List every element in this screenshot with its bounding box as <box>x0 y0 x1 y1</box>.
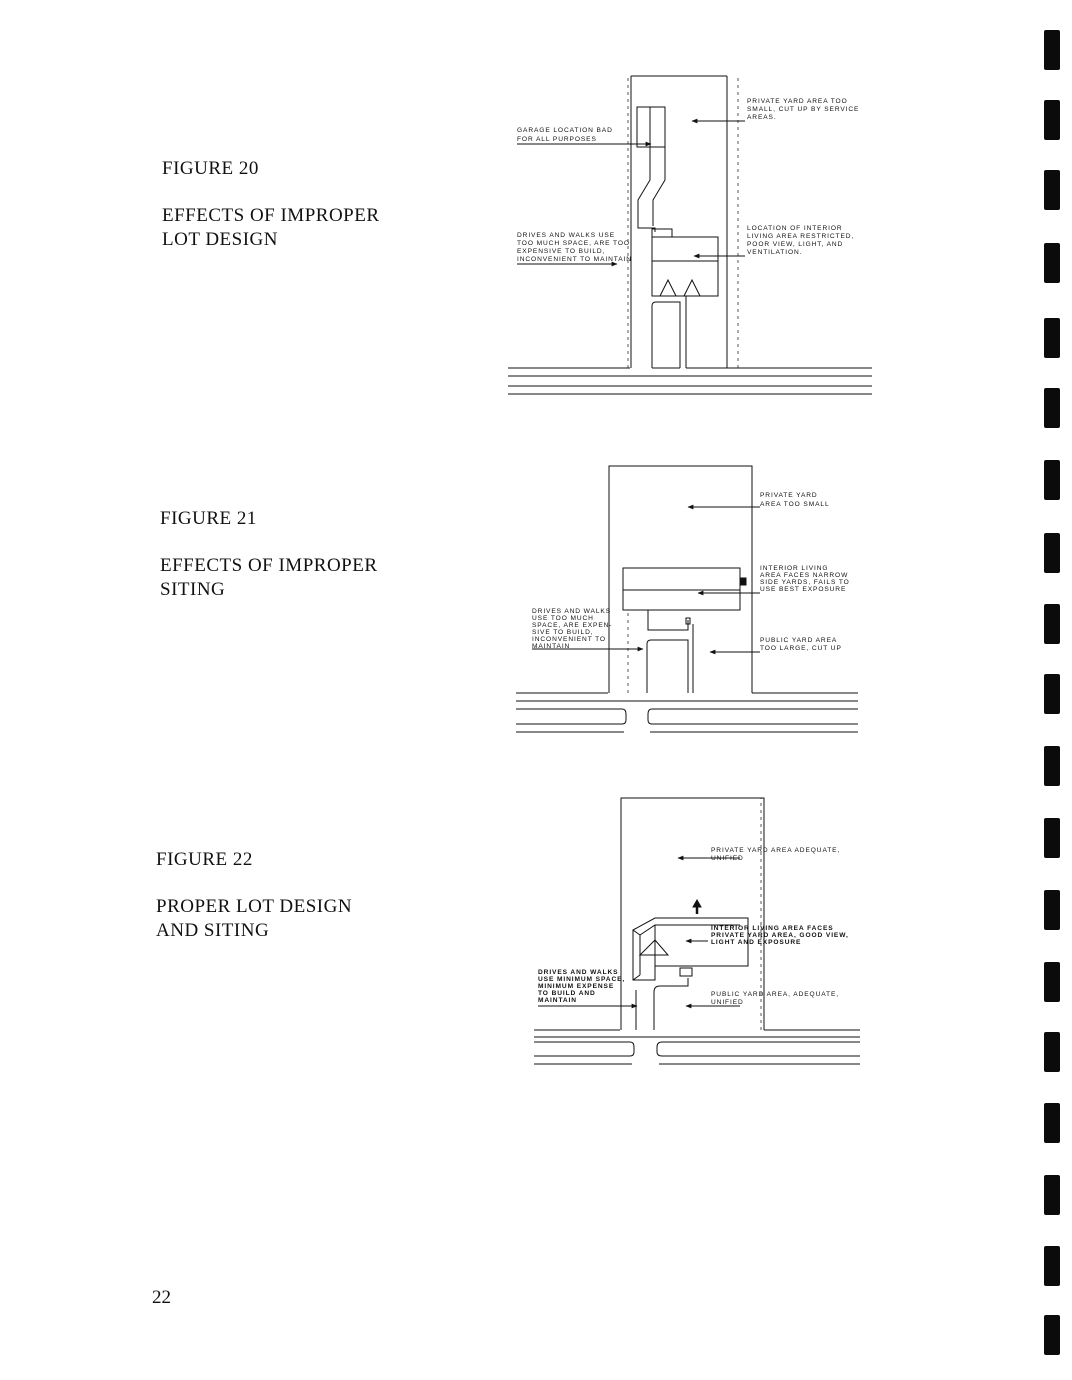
binding-hole <box>1044 243 1060 283</box>
house <box>652 237 718 261</box>
binding-hole <box>1044 100 1060 140</box>
figure-20-title-line-1: EFFECTS OF IMPROPER <box>162 205 380 226</box>
binding-hole <box>1044 674 1060 714</box>
label-public-yard-line-2: TOO LARGE, CUT UP <box>760 645 842 652</box>
figure-21-number: FIGURE 21 <box>160 508 257 529</box>
binding-hole <box>1044 460 1060 500</box>
label-drives-line-3: MINIMUM EXPENSE <box>538 983 615 990</box>
label-drives-line-1: DRIVES AND WALKS USE <box>517 232 616 239</box>
label-private-yard-line-1: PRIVATE YARD <box>760 492 818 499</box>
label-drives-line-6: MAINTAIN <box>532 643 571 650</box>
binding-hole <box>1044 388 1060 428</box>
label-interior-line-1: INTERIOR LIVING <box>760 565 829 572</box>
label-private-yard-line-1: PRIVATE YARD AREA TOO <box>747 98 848 105</box>
label-drives-line-2: TOO MUCH SPACE, ARE TOO <box>517 240 630 247</box>
label-drives-line-1: DRIVES AND WALKS <box>538 969 619 976</box>
label-interior-line-3: SIDE YARDS, FAILS TO <box>760 579 850 586</box>
label-drives-line-2: USE TOO MUCH <box>532 615 594 622</box>
label-public-yard-line-1: PUBLIC YARD AREA, ADEQUATE, <box>711 991 839 998</box>
binding-hole <box>1044 1175 1060 1215</box>
page-number: 22 <box>152 1287 171 1308</box>
figure-21-title-line-1: EFFECTS OF IMPROPER <box>160 555 378 576</box>
lot-boundary <box>609 466 752 693</box>
label-drives-line-5: INCONVENIENT TO <box>532 636 606 643</box>
label-drives-line-4: SIVE TO BUILD, <box>532 629 594 636</box>
binding-hole <box>1044 890 1060 930</box>
figure-22-title-line-1: PROPER LOT DESIGN <box>156 896 353 917</box>
binding-hole <box>1044 318 1060 358</box>
label-private-yard-line-1: PRIVATE YARD AREA ADEQUATE, <box>711 847 841 854</box>
label-interior-line-4: USE BEST EXPOSURE <box>760 586 847 593</box>
binding-hole <box>1044 604 1060 644</box>
garage <box>637 107 665 147</box>
label-interior-line-2: AREA FACES NARROW <box>760 572 849 579</box>
figure-20-number: FIGURE 20 <box>162 158 259 179</box>
figure-21-title-line-2: SITING <box>160 579 226 600</box>
figure-22-title-line-2: AND SITING <box>156 920 270 941</box>
label-private-yard-line-2: AREA TOO SMALL <box>760 501 830 508</box>
label-public-yard-line-2: UNIFIED <box>711 999 744 1006</box>
label-interior-line-2: PRIVATE YARD AREA, GOOD VIEW, <box>711 932 849 939</box>
binding-hole <box>1044 1246 1060 1286</box>
binding-hole <box>1044 533 1060 573</box>
label-interior-line-4: VENTILATION. <box>747 249 803 256</box>
label-drives-line-3: EXPENSIVE TO BUILD, <box>517 248 606 255</box>
figure-21-labels <box>532 492 850 652</box>
binding-hole <box>1044 818 1060 858</box>
label-interior-line-3: POOR VIEW, LIGHT, AND <box>747 241 844 248</box>
label-garage-line-1: GARAGE LOCATION BAD <box>517 127 613 134</box>
binding-hole <box>1044 170 1060 210</box>
binding-hole <box>1044 1315 1060 1355</box>
label-drives-line-5: MAINTAIN <box>538 997 577 1004</box>
figure-20-title-line-2: LOT DESIGN <box>162 229 279 250</box>
binding-hole <box>1044 962 1060 1002</box>
label-drives-line-3: SPACE, ARE EXPEN- <box>532 622 613 629</box>
label-public-yard-line-1: PUBLIC YARD AREA <box>760 637 838 644</box>
figure-22-labels <box>538 847 849 1006</box>
label-interior-line-3: LIGHT AND EXPOSURE <box>711 939 802 946</box>
label-interior-line-1: LOCATION OF INTERIOR <box>747 225 843 232</box>
label-private-yard-line-3: AREAS. <box>747 114 777 121</box>
figure-20-labels <box>517 98 859 263</box>
label-private-yard-line-2: UNIFIED <box>711 855 744 862</box>
label-garage-line-2: FOR ALL PURPOSES <box>517 136 597 143</box>
lot-boundary <box>631 76 727 368</box>
binding-hole <box>1044 30 1060 70</box>
label-private-yard-line-2: SMALL, CUT UP BY SERVICE <box>747 106 860 113</box>
label-drives-line-2: USE MINIMUM SPACE, <box>538 976 626 983</box>
label-interior-line-1: INTERIOR LIVING AREA FACES <box>711 925 834 932</box>
binding-hole <box>1044 1032 1060 1072</box>
figure-22-number: FIGURE 22 <box>156 849 253 870</box>
binding-hole <box>1044 746 1060 786</box>
label-drives-line-4: INCONVENIENT TO MAINTAIN <box>517 256 632 263</box>
binding-hole <box>1044 1103 1060 1143</box>
label-interior-line-2: LIVING AREA RESTRICTED, <box>747 233 855 240</box>
house <box>623 568 740 610</box>
label-drives-line-4: TO BUILD AND <box>538 990 596 997</box>
label-drives-line-1: DRIVES AND WALKS <box>532 608 612 615</box>
